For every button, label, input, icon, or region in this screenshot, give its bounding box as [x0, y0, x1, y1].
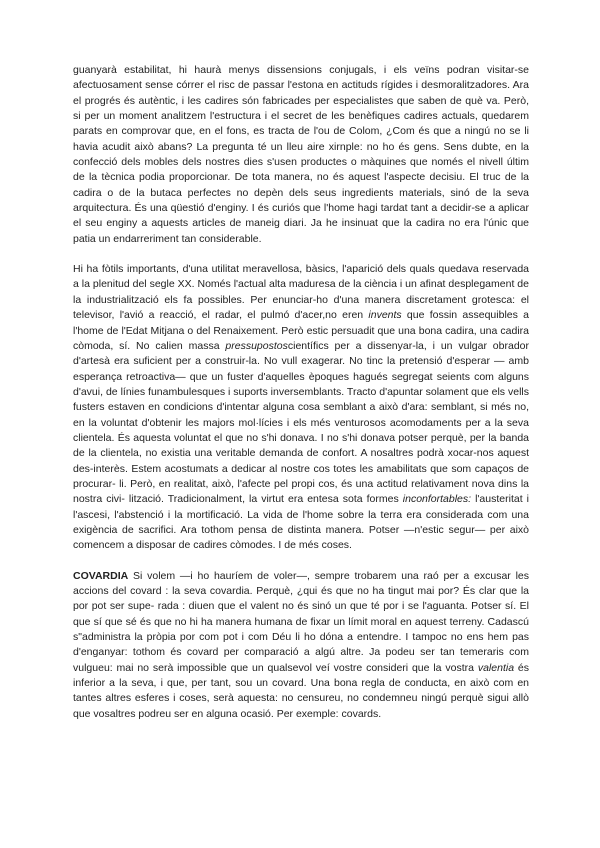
emphasis-valentia: valentia — [477, 661, 515, 674]
paragraph-2-text-c: científics per a dissenyar-la, i un vulgar obrador d'artesà era suficient per a construir-la. No vull exagerar. No tinc la pretensió d'esperar — amb esperança retroactiva— que un fuster d'aquelles èpoques hagués segregat seients com alguns d'avui, de línies funambulesques i suports inversemblants. Tracto d'apuntar solament que els vells fusters estaven en condicions d'intentar alguna cosa semblant a això d'ara: semblant, si més no, en la voluntat d'obtenir les majors mol·lícies i els més venturosos acomodaments per a la seva clientela. És aquesta voluntat el que no s'hi donava. I no s'hi donava potser perquè, per la banda de la clientela, no existia una veritable demanda de confort. A nosaltres podrà xocar-nos aquest des-interès. Estem acostumats a dedicar al nostre cos totes les amabilitats que som capaços de procurar- li. Però, en realitat, això, l'afecte pel propi cos, és una actitud relativament nova dins la nostra civi- lització. Tradicionalment, la virtut era entesa sota formes — [73, 339, 530, 506]
emphasis-invents: invents — [368, 309, 402, 322]
section-heading-covardia: COVARDIA — [73, 569, 129, 582]
paragraph-3-text-a: Si volem —i ho hauríem de voler—, sempre trobarem una raó per a excusar les accions del covard : la seva covardia. Perquè, ¿qui és que no ha tingut mai por? És clar que la por pot ser supe- rada : diuen que el valent no és sinó un que té por i se l'aguanta. Potser sí. El que sí que sé és que no hi ha manera humana de fixar un límit moral en aquest terreny. Cadascú s"administra la pròpia por com pot i com Déu li ho dóna a entendre. I tampoc no ens hem pas d'enganyar: tothom és covard per comparació a algú altre. Ja podeu ser tan temeraris com vulgueu: mai no serà impossible que un qualsevol veí vostre consideri que la vostra — [73, 569, 529, 674]
paragraph-3-text-b: és inferior a la seva, i que, per tant, sou un covard. Una bona regla de conducta, en això com en tantes altres esferes i coses, serà aquesta: no censureu, no condemneu ningú perquè sigui allò que vosaltres podreu ser en alguna ocasió. Per exemple: covards. — [73, 661, 529, 720]
paragraph-gap — [73, 247, 529, 262]
paragraph-2-text-b: que fossin assequibles a l'home de l'Edat Mitjana o del Renaixement. Però estic persuadit que una bona cadira, una cadira còmoda, sí. No calien massa — [73, 309, 529, 352]
paragraph-2 — [73, 262, 529, 554]
paragraph-1: guanyarà estabilitat, hi haurà menys dissensions conjugals, i els veïns podran visitar-se afectuosament sense córrer el risc de passar l'estona en actituds rígides i desmoralitzadores. Ara el progrés és autèntic, i les cadires són fabricades per especialistes que saben de què va. Però, si per un moment analitzem l'estructura i el secret de les benèfiques cadires actuals, quedarem parats en comprovar que, en el fons, es tracta de l'ou de Colom, ¿Com és que a ningú no se li havia acudit això abans? La pregunta té un lleu aire xirnple: no ho és gens. Sens dubte, en la confecció dels mobles dels nostres dies s'usen productes o màquines que només el nivell últim de la tècnica podia proporcionar. De tota manera, no és aquest l'aspecte decisiu. El truc de la cadira o de la butaca perfectes no depèn dels seus ingredients materials, sinó de la seva arquitectura. És una qüestió d'enginy. I és curiós que l'home hagi tardat tant a decidir-se a aplicar el seu enginy a aquests articles de maneig diari. Ja he insinuat que la cadira no era l'únic que patia un endarreriment tan considerable. — [73, 64, 529, 245]
paragraph-2-text-d: l'austeritat i l'ascesi, l'abstenció i la mortificació. La vida de l'home sobre la terra era considerada com una exigència de sacrifici. Ara tothom pensa de distinta manera. Potser —n'estic segur— per això comencem a disposar de cadires còmodes. I de més coses. — [73, 493, 529, 552]
emphasis-pressupostos: pressupostos — [225, 339, 288, 352]
paragraph-2-text-a: Hi ha fòtils importants, d'una utilitat meravellosa, bàsics, l'aparició dels quals quedava reservada a la plenitud del segle XX. Només l'actual alta maduresa de la ciència i un afinat desplegament de la industrialització els fa possibles. Per enunciar-ho d'una manera discretament grotesca: el televisor, l'avió a reacció, el radar, el pulmó d'acer,no eren — [73, 263, 529, 322]
document-page — [73, 63, 529, 722]
emphasis-inconfortables: inconfortables: — [402, 493, 472, 506]
paragraph-gap — [73, 554, 529, 569]
paragraph-3 — [73, 569, 529, 722]
